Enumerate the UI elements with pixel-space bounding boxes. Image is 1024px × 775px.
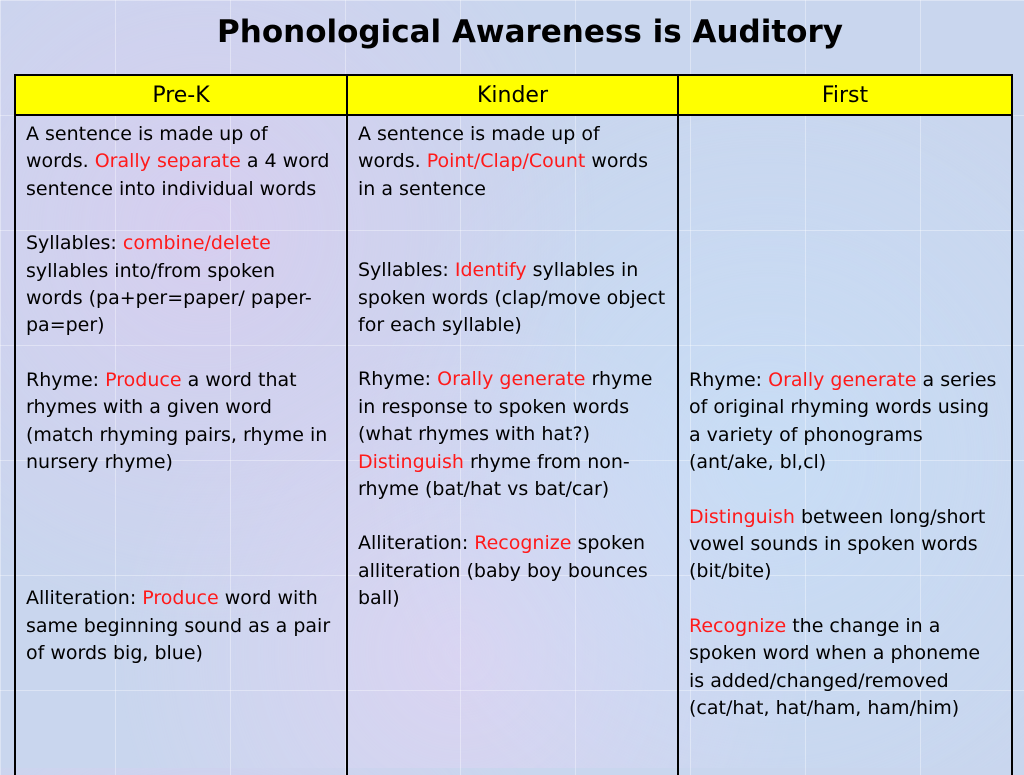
- text-segment: a word that rhymes with a given word (match rhyming pairs, rhyme in nursery rhyme): [26, 368, 328, 474]
- highlight-term: Orally separate: [94, 150, 241, 173]
- highlight-term: Distinguish: [689, 505, 795, 528]
- kinder-cell: [347, 115, 678, 775]
- highlight-term: combine/delete: [122, 232, 271, 255]
- page-title: Phonological Awareness is Auditory: [217, 14, 843, 50]
- text-segment: Rhyme:: [26, 368, 106, 391]
- text-segment: syllables in spoken words (clap/move object for each syllable): [358, 259, 666, 337]
- text-segment: Rhyme:: [689, 369, 769, 391]
- table-row: [15, 115, 1012, 775]
- prek-alliteration-text: [26, 585, 336, 667]
- column-header-kinder: Kinder: [347, 75, 678, 115]
- text-segment: rhyme in response to spoken words (what rhymes with hat?): [358, 368, 653, 446]
- text-segment: the change in a spoken word when a phoneme is added/changed/removed (cat/hat, hat/ham, ham/him): [689, 614, 981, 720]
- text-segment: between long/short vowel sounds in spoken words (bit/bite): [689, 505, 986, 583]
- kinder-alliteration-text: [358, 530, 667, 612]
- prek-syllables-text: [26, 230, 336, 340]
- kinder-sentence-text: [358, 121, 667, 203]
- column-header-first: First: [678, 75, 1012, 115]
- table-header-row: [15, 75, 1012, 115]
- highlight-term: Produce: [142, 587, 219, 610]
- text-segment: a 4 word sentence into individual words: [26, 150, 330, 200]
- first-cell: [678, 115, 1012, 775]
- highlight-term: Point/Clap/Count: [426, 150, 586, 173]
- text-segment: a series of original rhyming words using a variety of phonograms (ant/ake, bl,cl): [689, 369, 997, 474]
- prek-sentence-text: [26, 121, 336, 203]
- standards-table: [14, 74, 1013, 775]
- kinder-rhyme-text: [358, 366, 667, 503]
- text-segment: Syllables:: [26, 232, 123, 255]
- prek-rhyme-text: [26, 367, 336, 477]
- highlight-term: Produce: [105, 368, 182, 391]
- first-vowels-text: [689, 504, 1001, 586]
- highlight-term: Identify: [454, 259, 527, 282]
- highlight-term: Recognize: [689, 614, 787, 637]
- text-segment: Syllables:: [358, 259, 455, 282]
- kinder-syllables-text: [358, 257, 667, 339]
- text-segment: A sentence is made up of words.: [26, 123, 268, 173]
- text-segment: rhyme from non-rhyme (bat/hat vs bat/car): [358, 450, 630, 501]
- first-rhyme-text: [689, 367, 1001, 477]
- text-segment: word with same beginning sound as a pair of words big, blue): [26, 587, 331, 665]
- first-phoneme-text: [689, 613, 1001, 723]
- text-segment: A sentence is made up of words.: [358, 123, 600, 173]
- text-segment: Alliteration:: [358, 532, 475, 555]
- highlight-term: Recognize: [474, 532, 572, 555]
- highlight-term: Orally generate: [768, 369, 917, 391]
- text-segment: words in a sentence: [358, 150, 648, 200]
- prek-cell: [15, 115, 347, 775]
- highlight-term: Distinguish: [358, 450, 464, 473]
- highlight-term: Orally generate: [437, 368, 586, 391]
- text-segment: Alliteration:: [26, 587, 143, 610]
- text-segment: Rhyme:: [358, 368, 438, 391]
- column-header-prek: Pre-K: [15, 75, 347, 115]
- text-segment: syllables into/from spoken words (pa+per=paper/ paper-pa=per): [26, 259, 312, 337]
- text-segment: spoken alliteration (baby boy bounces ball): [358, 532, 648, 610]
